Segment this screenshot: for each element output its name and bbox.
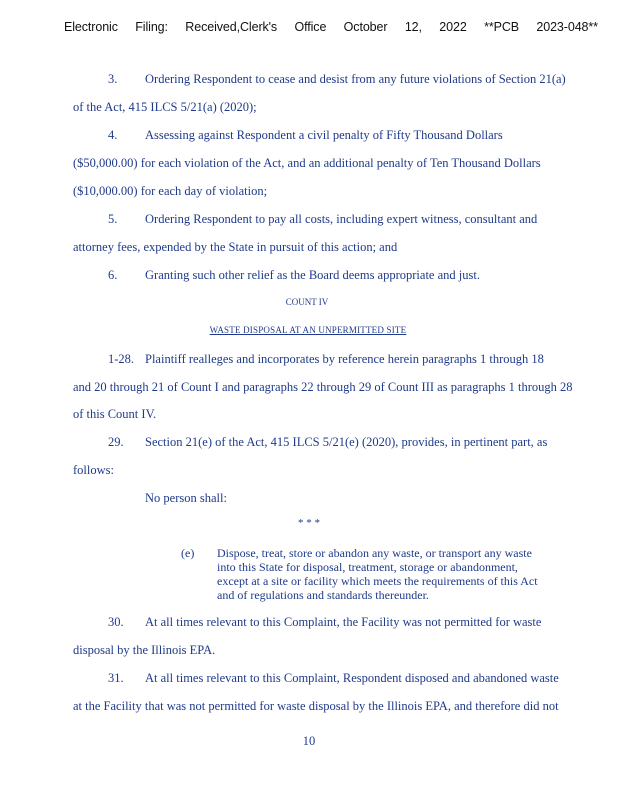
item-text: Granting such other relief as the Board deems appropriate and just. xyxy=(145,268,480,282)
item-number: 4. xyxy=(108,128,118,142)
paragraph-29 xyxy=(108,435,547,450)
paragraph-number: 31. xyxy=(108,671,124,685)
item-number: 3. xyxy=(108,72,118,86)
item-number: 5. xyxy=(108,212,118,226)
paragraph-number: 1-28. xyxy=(108,352,135,366)
header-word: Received,Clerk's xyxy=(185,20,278,34)
header-word: **PCB xyxy=(484,20,519,34)
paragraph-30 xyxy=(108,615,541,630)
count-subheading: WASTE DISPOSAL AT AN UNPERMITTED SITE xyxy=(209,325,407,335)
paragraph-31 xyxy=(108,671,559,686)
header-word: Filing: xyxy=(135,20,168,34)
header-word: October xyxy=(343,20,388,34)
paragraph-number: 29. xyxy=(108,435,124,449)
prayer-item-5 xyxy=(108,212,537,227)
paragraph-text: At all times relevant to this Complaint, the Facility was not permitted for waste xyxy=(145,615,542,629)
quote-line: except at a site or facility which meets the requirements of this Act xyxy=(217,574,538,588)
item-text-continued: ($10,000.00) for each day of violation; xyxy=(73,184,268,198)
header-word: 2022 xyxy=(439,20,467,34)
paragraph-text: Plaintiff realleges and incorporates by reference herein paragraphs 1 through 18 xyxy=(145,352,544,366)
item-text-continued: of the Act, 415 ILCS 5/21(a) (2020); xyxy=(73,100,257,114)
page-number: 10 xyxy=(302,734,316,748)
header-word: Electronic xyxy=(64,20,118,34)
quote-line: into this State for disposal, treatment, storage or abandonment, xyxy=(217,560,518,574)
header-word: 12, xyxy=(404,20,422,34)
paragraph-text: Section 21(e) of the Act, 415 ILCS 5/21(e) (2020), provides, in pertinent part, as xyxy=(145,435,548,449)
paragraph-text-continued: disposal by the Illinois EPA. xyxy=(73,643,216,657)
item-text-continued: ($50,000.00) for each violation of the Act, and an additional penalty of Ten Thousand Dollars xyxy=(73,156,541,170)
header-word: 2023-048** xyxy=(536,20,598,34)
item-number: 6. xyxy=(108,268,118,282)
item-text: Ordering Respondent to pay all costs, including expert witness, consultant and xyxy=(145,212,538,226)
ellipsis-stars: * * * xyxy=(298,517,320,529)
quote-intro: No person shall: xyxy=(145,491,227,505)
paragraph-text-continued: at the Facility that was not permitted for waste disposal by the Illinois EPA, and therefore did not xyxy=(73,699,559,713)
paragraph-text-continued: and 20 through 21 of Count I and paragraphs 22 through 29 of Count III as paragraphs 1 through 28 xyxy=(73,380,573,394)
prayer-item-3 xyxy=(108,72,566,87)
item-text-continued: attorney fees, expended by the State in pursuit of this action; and xyxy=(73,240,398,254)
prayer-item-4 xyxy=(108,128,503,143)
header-word: Office xyxy=(294,20,327,34)
quote-line: and of regulations and standards thereunder. xyxy=(217,588,429,602)
paragraph-text: At all times relevant to this Complaint, Respondent disposed and abandoned waste xyxy=(145,671,559,685)
item-text: Ordering Respondent to cease and desist from any future violations of Section 21(a) xyxy=(145,72,566,86)
count-heading: COUNT IV xyxy=(285,297,329,307)
paragraph-text-continued: follows: xyxy=(73,463,114,477)
quote-line: Dispose, treat, store or abandon any waste, or transport any waste xyxy=(217,546,532,560)
filing-header xyxy=(64,20,598,34)
paragraph-number: 30. xyxy=(108,615,124,629)
quote-letter: (e) xyxy=(181,546,195,560)
prayer-item-6 xyxy=(108,268,480,283)
paragraph-text-continued: of this Count IV. xyxy=(73,407,157,421)
item-text: Assessing against Respondent a civil penalty of Fifty Thousand Dollars xyxy=(145,128,503,142)
paragraph-1-28 xyxy=(108,352,544,367)
